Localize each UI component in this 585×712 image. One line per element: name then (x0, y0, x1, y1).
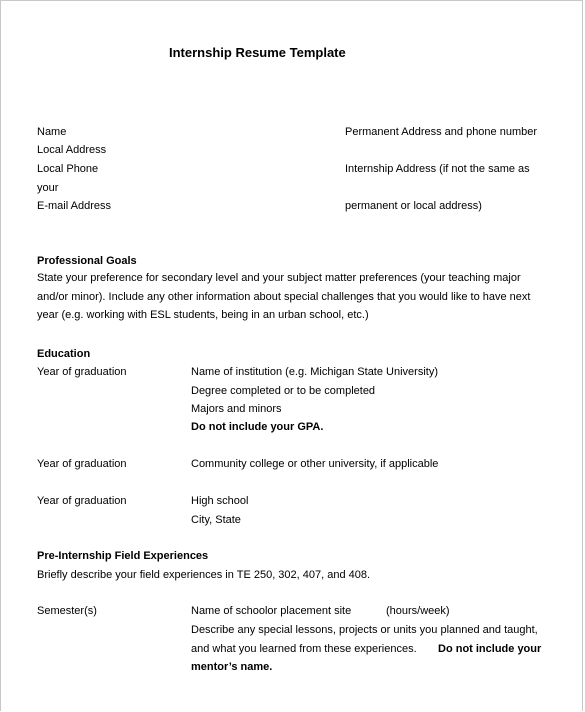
professional-goals-text: State your preference for secondary level and your subject matter preferences (your teaching major and/or minor). Include any other information about special challenges that you would like to have next year (e.g. working with ESL students, being in an urban school, etc.) (37, 272, 531, 321)
header-your: your (37, 182, 59, 194)
document-title: Internship Resume Template (169, 45, 346, 60)
professional-goals-heading: Professional Goals (37, 255, 137, 267)
field-mentor-note-a: Do not include your (438, 643, 542, 655)
field-semester-label: Semester(s) (37, 605, 97, 617)
field-placement-site: Name of schoolor placement site (191, 605, 352, 617)
field-experiences-heading: Pre-Internship Field Experiences (37, 550, 209, 562)
education-year-label-1: Year of graduation (37, 366, 127, 378)
education-high-school: High school (191, 495, 249, 507)
header-permanent-address: Permanent Address and phone number (345, 126, 538, 138)
education-majors: Majors and minors (191, 403, 282, 415)
education-gpa-note: Do not include your GPA. (191, 421, 324, 433)
education-city-state: City, State (191, 514, 241, 526)
education-heading: Education (37, 348, 91, 360)
education-year-label-3: Year of graduation (37, 495, 127, 507)
field-describe-lessons: Describe any special lessons, projects or units you planned and taught, (191, 624, 538, 636)
header-name: Name (37, 126, 67, 138)
field-experiences-text: Briefly describe your field experiences in TE 250, 302, 407, and 408. (37, 569, 371, 581)
header-permanent-or-local: permanent or local address) (345, 200, 482, 212)
education-year-label-2: Year of graduation (37, 458, 127, 470)
field-hours-per-week: (hours/week) (386, 605, 450, 617)
education-degree: Degree completed or to be completed (191, 385, 376, 397)
field-mentor-note-b: mentor’s name. (191, 661, 273, 673)
education-institution: Name of institution (e.g. Michigan State University) (191, 366, 438, 378)
header-email: E-mail Address (37, 200, 111, 212)
header-local-address: Local Address (37, 144, 107, 156)
header-local-phone: Local Phone (37, 163, 99, 175)
header-internship-address: Internship Address (if not the same as (345, 163, 530, 175)
field-what-you-learned: and what you learned from these experiences. (191, 643, 417, 655)
education-community-college: Community college or other university, if applicable (191, 458, 439, 470)
